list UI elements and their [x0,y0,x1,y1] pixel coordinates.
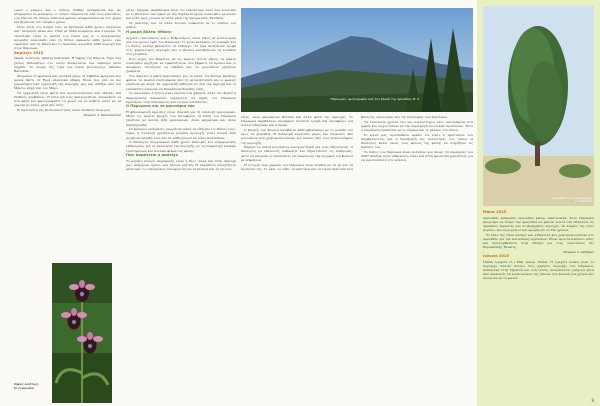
sidebar-panel [477,0,600,406]
section-heading: Μάιος 2015 [483,210,507,214]
caption-credit: Μ. Γεωργάκα [14,385,34,390]
caption-title: Αρκουθιά στρογγυλόκαρπη [551,195,592,200]
paragraph: ρίζες, όπου φυτρώνουν βότανα και άλλα φυτά της περιοχής. Το Πάρνωνα περιβάλλον προσφέρει πλούσια τροφή και καταφύγιο για πολλά είδη ζώων και πτηνών. [241,115,353,128]
section-heading: Ιούνιος 2015 [483,254,509,259]
paragraph: Σήμερα τα παλιά μονοπάτια ανοίγουν ξανά για τους πεζοπόρους. Ο Σύλλογος με εθελοντές καθαρίζει και σηματοδοτεί τις διαδρομές, ώστε να μπορούν οι επισκέπτες να γνωρίσουν την ομορφιά του βουνού με ασφάλεια. [241,145,353,162]
section-heading: Πώς παράγεται η μαστίχα [126,153,178,158]
paragraph: Όσοι είναι στο κτήμα τους τα βρίσκουν κάθε χρόνο, παίρνουν κατ' εκτίμηση πάνω από 1500 με 5000 κομμάτια ανά στρέμμα. Το ελαιόλαδο είναι το προϊόν του τόπου μας κι ο αναγνώστης αγοράζει ελαιόλαδο από τη Νότια Λακωνία κάθε χρόνο, ενώ ευρύτερα από τη Μάνη και το Λεωνίδιο αγοράζει κάθε περιοχή και στον Πάρνωνα. [14,25,121,50]
paragraph: Οφρύς λιόπτερη. Ophrys bertolonii. Η Οφρύς της Βέρτολ. Έχει ένα χείλος βελουδένιο στο οποίο διακρίνεται ένα λαμπερό μπλε σημάδι. Το όνομα της τιμά τον Ιταλό βοτανολόγο Antonio Bertoloni. [14,56,121,73]
sidebar-text [483,210,594,402]
paragraph: Στις αρχές του Μαρτίου, με τις πρώτες ζεστές μέρες, τα πρώτα λουλούδια αρχίζουν να εμφανίζονται στα ξέφωτα. Οι κρόκοι και οι ανεμώνες στολίζουν τα λιβάδια και τα μονοπάτια γεμίζουν χρώματα. [126,56,236,74]
signature: (Κείμενο: Λ. Καλλιπολίτου) [83,112,121,117]
paragraph: Το ξύλο της είναι σκληρό και ανθεκτικό και χρησιμοποιούνταν στο παρελθόν για την κατασκευή εργαλείων. Είναι προστατευόμενο είδος και περιλαμβάνεται στην Οδηγία για τους οικοτόπους της Ευρωπαϊκής Ένωσης. [483,232,594,250]
caption-title: Οφρύς λιόπτερη [14,382,39,386]
paragraph: Το δάσος του Πάρνωνα είναι πολύτιμο για όλους. Οι πυρκαγιές του 2007 έδειξαν πόσο εύθραυστο είναι και πόση φροντίδα χρειάζεται για να προστατευτεί στο μέλλον. [361,150,473,163]
paragraph: Οι μέλισσες και τα άλλα έντομα τρέφονται με το νέκταρ του ανθού. [126,21,236,30]
mountain-caption [320,98,420,102]
paragraph: Η προστασία της βιοποικιλότητας είναι υπόθεση όλων μας. [17,108,112,112]
paragraph: τρώει ο χλώρος και ο σπίνος. Καθώς μεταφέρουν και ως πληρωμένα τα ρουμάρια, οι σπόροι παίρνονται από τους κατοίκους του νησιού. Οι σπόροι κάποιων φυτών ενσωματώνονται στο χώμα και βγαίνουν τον επόμενο χρόνο. [14,8,121,25]
juniper-photo [483,6,594,206]
paragraph: Πεύκη τραχεία (L.) Mill. subsp. brutia. Η τραχεία πεύκη είναι το κυρίαρχο δασικό δέντρο στις χαμηλές περιοχές του Πάρνωνα. Ανθεκτική στην ξηρασία και στη ζέστη, αναγεννάται γρήγορα μετά από πυρκαγιά. Τα κουκουνάρια της μένουν στα κλαδιά για χρόνια και ανοίγουν με τη φωτιά. [483,259,594,281]
caption-title: Πάρνωνας: φωτογραφία από τον Κλειδί της Αρκαδίας [330,97,412,101]
paragraph: Το μεγάλο κέντρο παραγωγής είναι η Χίος, αλλά και στην περιοχή μας υπάρχουν σχίνοι που δίνουν ρητίνη. Η παράδοση συνεχίζεται μέσα από τις οικογένειες που φροντίζουν τα δέντρα και τη γη τους. [126,158,236,172]
paragraph: Ο βοσκός του βουνού κατέβαινε κάθε φθινόπωρο με το κοπάδι του προς τα χειμαδιά. Η διαδρομή κρατούσε μέρες και περνούσε από μονοπάτια που χρησιμοποιούνταν για αιώνες από τους κτηνοτρόφους της περιοχής. [241,128,353,145]
caption-credit: Σ. Λαζάρου [575,199,592,204]
paragraph: ρίζας. Όμορφο παράδειγμα είναι ότι ευκολότερο αυτό ένα λουλούδι με το βασίλειο των ζώων με την Σαρδηνία έχουν λουλούδια με κόλπο και ρόδο προς γόνιμα σε άλλα μέρη της ηπειρωτικής Ελλάδας. [126,8,236,21]
paragraph: Οι έμπειροι συλλέκτες γνωρίζουν καλά τα είδη και τις θέσεις τους. Όμως η συλλογή χρειάζεται μεγάλη προσοχή, γιατί πολλά είδη μοιάζουν μεταξύ τους και τα λάθη μπορεί να είναι επικίνδυνα. [126,127,236,140]
column-3 [241,115,473,400]
orchid-photo [52,263,112,403]
paragraph: Φυτρώνει σε φωτεινά και ανοικτά μέρη, σε λιβάδια, φρύγανα και αραιά δάση, σε ξηρά αλκαλικά εδάφη. Είναι ένα από τα πιο χαρακτηριστικά ορχεοειδή της περιοχής μας και ανθίζει από τον Μάρτιο μέχρι και τον Μάιο. [14,73,121,91]
section-heading: Η μικρή βόλτα «Μάνη» [126,29,173,34]
paragraph: Το καλοκαίρι η ζέστη είναι έντονη στα χαμηλά, αλλά στο βουνό η θερμοκρασία παραμένει ευχάριστη. Οι πηγές του Πάρνωνα δροσίζουν τους πεζοπόρους και τα ζώα του δάσους. [126,91,236,104]
paragraph: Η φθινοπωρινή περίοδος είναι ιδανική για τη συλλογή μανιταριών. Μετά τις πρώτες βροχές του Οκτωβρίου τα δάση του Πάρνωνα γεμίζουν με πολλά είδη μανιταριών, άλλα φαγώσιμα και άλλα δηλητηριώδη. [126,110,236,127]
page-number: 9 [591,398,594,403]
caption-credit: Μ. Σ. [412,97,420,101]
paragraph: Αρχικά ο Ιανουάριος και ο Φεβρουάριος είναι μήνες με πολλά κρύα για τον ορεινό όγκο του Πάρνωνα. Το χιόνι καλύπτει τις κορυφές και το δάσος ελάτης βρίσκεται σε λήθαργο. Τα ζώα αναζητούν τροφή στις χαμηλότερες περιοχές και οι βοσκοί κατεβαίνουν τα κοπάδια στα χειμαδιά. [126,35,236,57]
paragraph: Η ιστορία των χωριών του Πάρνωνα είναι δεμένη με τη γη και τα προϊόντα της. Το μέλι, το λάδι, τα κάστανα και τα τυριά ήταν πάντα η βάση της οικονομίας και της διατροφής των κατοίκων. [241,115,448,171]
paragraph: Τα ορχεοειδή είναι φυτά που προστατεύονται από εθνικές και διεθνείς συμβάσεις. Η συλλογή τους απαγορεύεται. Απολαύστε τα στη φύση και φωτογραφίστε τα χωρίς να τα κόβετε, ώστε να τα χαρούν κι άλλοι μετά από εσάς. [14,90,121,108]
column-2 [126,8,236,406]
paragraph: Η κοινή μας προσπάθεια πρέπει να είναι η προστασία του περιβάλλοντος και η διατήρηση της ταυτότητας του τόπου. Ο Σύλλογος καλεί όλους τους φίλους της φύσης να στηρίξουν τις δράσεις του. [361,132,473,150]
section-heading: Απρίλιος 2015 [14,50,44,55]
paragraph: Τον Απρίλιο η φύση ζωντανεύει για τα καλά. Τα δέντρα βγάζουν φύλλα, τα πουλιά επιστρέφουν από τη μετανάστευση και οι φωλιές γεμίζουν με αυγά. Τα ορχεοειδή ανθίζουν σε όλη την περιοχή και οι επισκέπτες μπορούν να θαυμάσουν δεκάδες είδη. [126,74,236,91]
paragraph: Τα τελευταία χρόνια όλο και περισσότεροι νέοι επιστρέφουν στα χωριά και ασχολούνται με την παραγωγή ποιοτικών προϊόντων. Έτσι η παράδοση συνδέεται με το σήμερα και το μέλλον του τόπου. [361,119,473,133]
signature: (Κείμενο: Σ. Λαζάρου) [563,250,594,255]
section-heading: Ο Πάρνωνας και τα μανιτάρια του [126,104,195,109]
photo-caption [551,197,592,204]
photo-caption [14,383,54,390]
paragraph: Αρκουθιά, Juniperus oxycedrus subsp. macrocarpa. Στον Πάρνωνα μπορούμε να δούμε την Αρκουθιά να φύεται κοντά στη θάλασσα, σε αμμώδεις παραλίες και σε βραχώδεις περιοχές. Οι καρποί της είναι μεγάλοι και στρογγυλοί και ωριμάζουν σε δύο χρόνια. [483,215,594,233]
paragraph: Ο Σύλλογος διοργανώνει κάθε χρόνο εκδρομές και ενημερωτικές εκδηλώσεις για τα μανιτάρια της περιοχής, με τη συμμετοχή ειδικών επιστημόνων και πολλών φίλων της φύσης. [126,140,236,153]
